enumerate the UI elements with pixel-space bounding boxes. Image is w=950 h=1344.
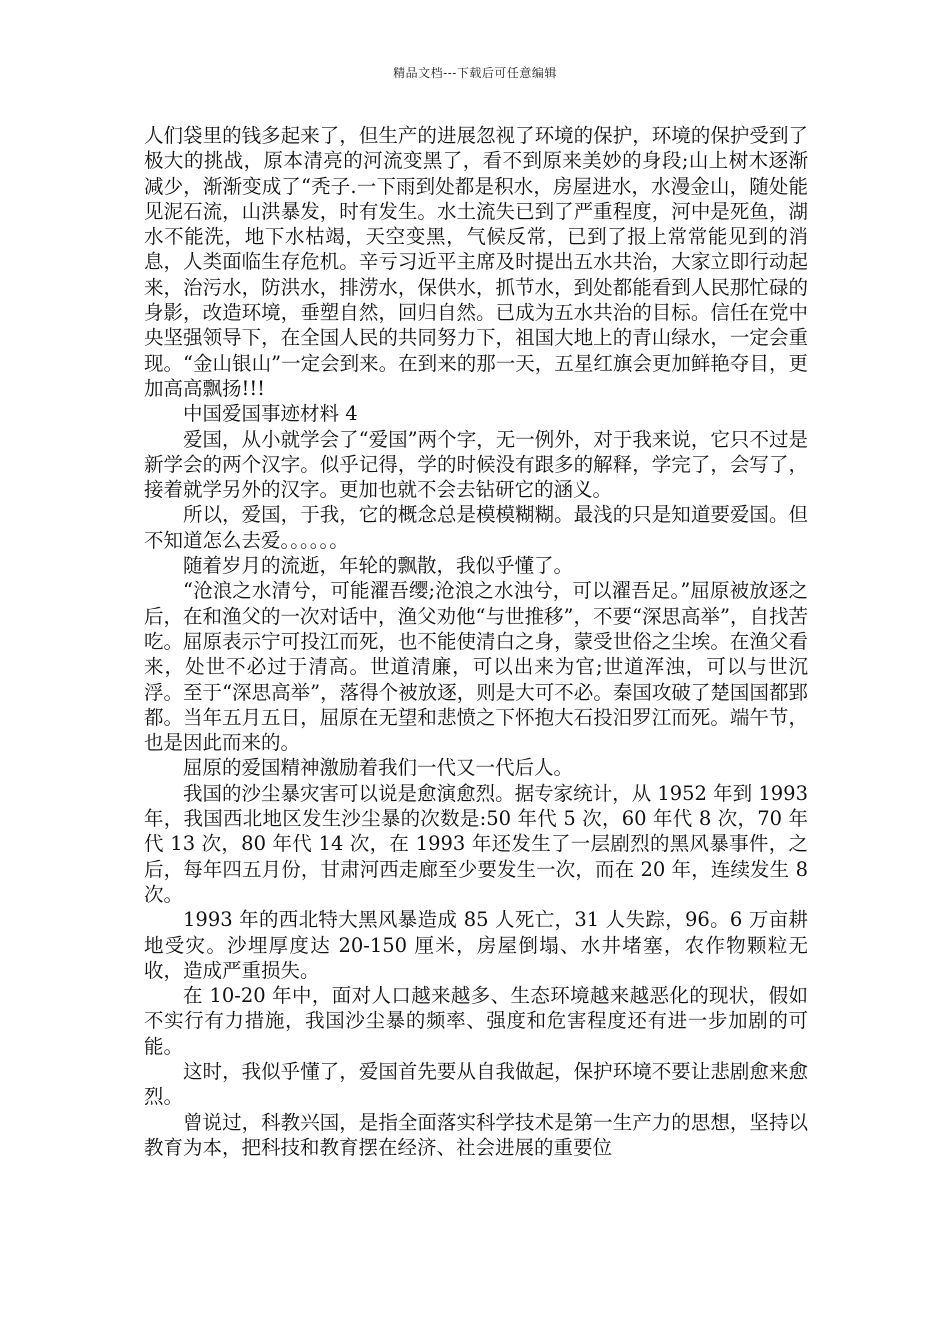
document-body xyxy=(144,123,808,1160)
paragraph-sandstorm-stats: 我国的沙尘暴灾害可以说是愈演愈烈。据专家统计，从 1952 年到 1993 年，我国西北地区发生沙尘暴的次数是:50 年代 5 次，60 年代 8 次，70 年代 13 次，80 年代 14 次，在 1993 年还发生了一层剧烈的黑风暴事件，之后，每年四五月份，甘肃河西走廊至少要发生一次，而在 20 年，连续发生 8 次。 xyxy=(144,781,808,906)
page-header: 精品文档---下载后可任意编辑 xyxy=(393,66,557,80)
paragraph-learning-patriotism: 爱国，从小就学会了“爱国”两个字，无一例外，对于我来说，它只不过是新学会的两个汉字。似乎记得，学的时候没有跟多的解释，学完了，会写了，接着就学另外的汉字。更加也就不会去钻研它的涵义。 xyxy=(144,427,808,502)
paragraph-science-education: 曾说过，科教兴国，是指全面落实科学技术是第一生产力的思想，坚持以教育为本，把科技和教育摆在经济、社会进展的重要位 xyxy=(144,1110,808,1159)
paragraph-time-passing: 随着岁月的流逝，年轮的飘散，我似乎懂了。 xyxy=(183,554,574,578)
paragraph-environment: 人们袋里的钱多起来了，但生产的进展忽视了环境的保护，环境的保护受到了极大的挑战，原本清亮的河流变黑了，看不到原来美妙的身段;山上树木逐渐减少，渐渐变成了“秃子.一下雨到处都是积水，房屋进水，水漫金山，随处能见泥石流，山洪暴发，时有发生。水土流失已到了严重程度，河中是死鱼，湖水不能洗，地下水枯竭，天空变黑，气候反常，已到了报上常常能见到的消息，人类面临生存危机。辛亏习近平主席及时提出五水共治，大家立即行动起来，治污水，防洪水，排涝水，保供水，抓节水，到处都能看到人民那忙碌的身影，改造环境，垂塑自然，回归自然。已成为五水共治的目标。信任在党中央坚强领导下，在全国人民的共同努力下，祖国大地上的青山绿水，一定会重现。“金山银山”一定会到来。在到来的那一天，五星红旗会更加鲜艳夺目，更加高高飘扬!!! xyxy=(144,124,808,400)
paragraph-future-risk: 在 10-20 年中，面对人口越来越多、生态环境越来越恶化的现状，假如不实行有力措施，我国沙尘暴的频率、强度和危害程度还有进一步加剧的可能。 xyxy=(144,984,808,1058)
paragraph-start-with-self: 这时，我似乎懂了，爱国首先要从自我做起，保护环境不要让悲剧愈来愈烈。 xyxy=(144,1059,808,1109)
paragraph-1993-storm: 1993 年的西北特大黑风暴造成 85 人死亡，31 人失踪，96。6 万亩耕地受灾。沙埋厚度达 20-150 厘米，房屋倒塌、水井堵塞，农作物颗粒无收，造成严重损失。 xyxy=(144,908,808,982)
section-heading: 中国爱国事迹材料 4 xyxy=(183,402,358,426)
paragraph-qu-yuan-story: “沧浪之水清兮，可能濯吾缨;沧浪之水浊兮，可以濯吾足。”屈原被放逐之后，在和渔父的一次对话中，渔父劝他“与世推移”，不要“深思高举”，自找苦吃。屈原表示宁可投江而死，也不能使清白之身，蒙受世俗之尘埃。在渔父看来，处世不必过于清高。世道清廉，可以出来为官;世道浑浊，可以与世沉浮。至于“深思高举”，落得个被放逐，则是大可不必。秦国攻破了楚国国都郢都。当年五月五日，屈原在无望和悲愤之下怀抱大石投汨罗江而死。端午节，也是因此而来的。 xyxy=(144,579,808,755)
paragraph-qu-yuan-spirit: 屈原的爱国精神激励着我们一代又一代后人。 xyxy=(183,756,574,780)
paragraph-vague-concept: 所以，爱国，于我，它的概念总是模模糊糊。最浅的只是知道要爱国。但不知道怎么去爱。。。。。。 xyxy=(144,503,808,552)
